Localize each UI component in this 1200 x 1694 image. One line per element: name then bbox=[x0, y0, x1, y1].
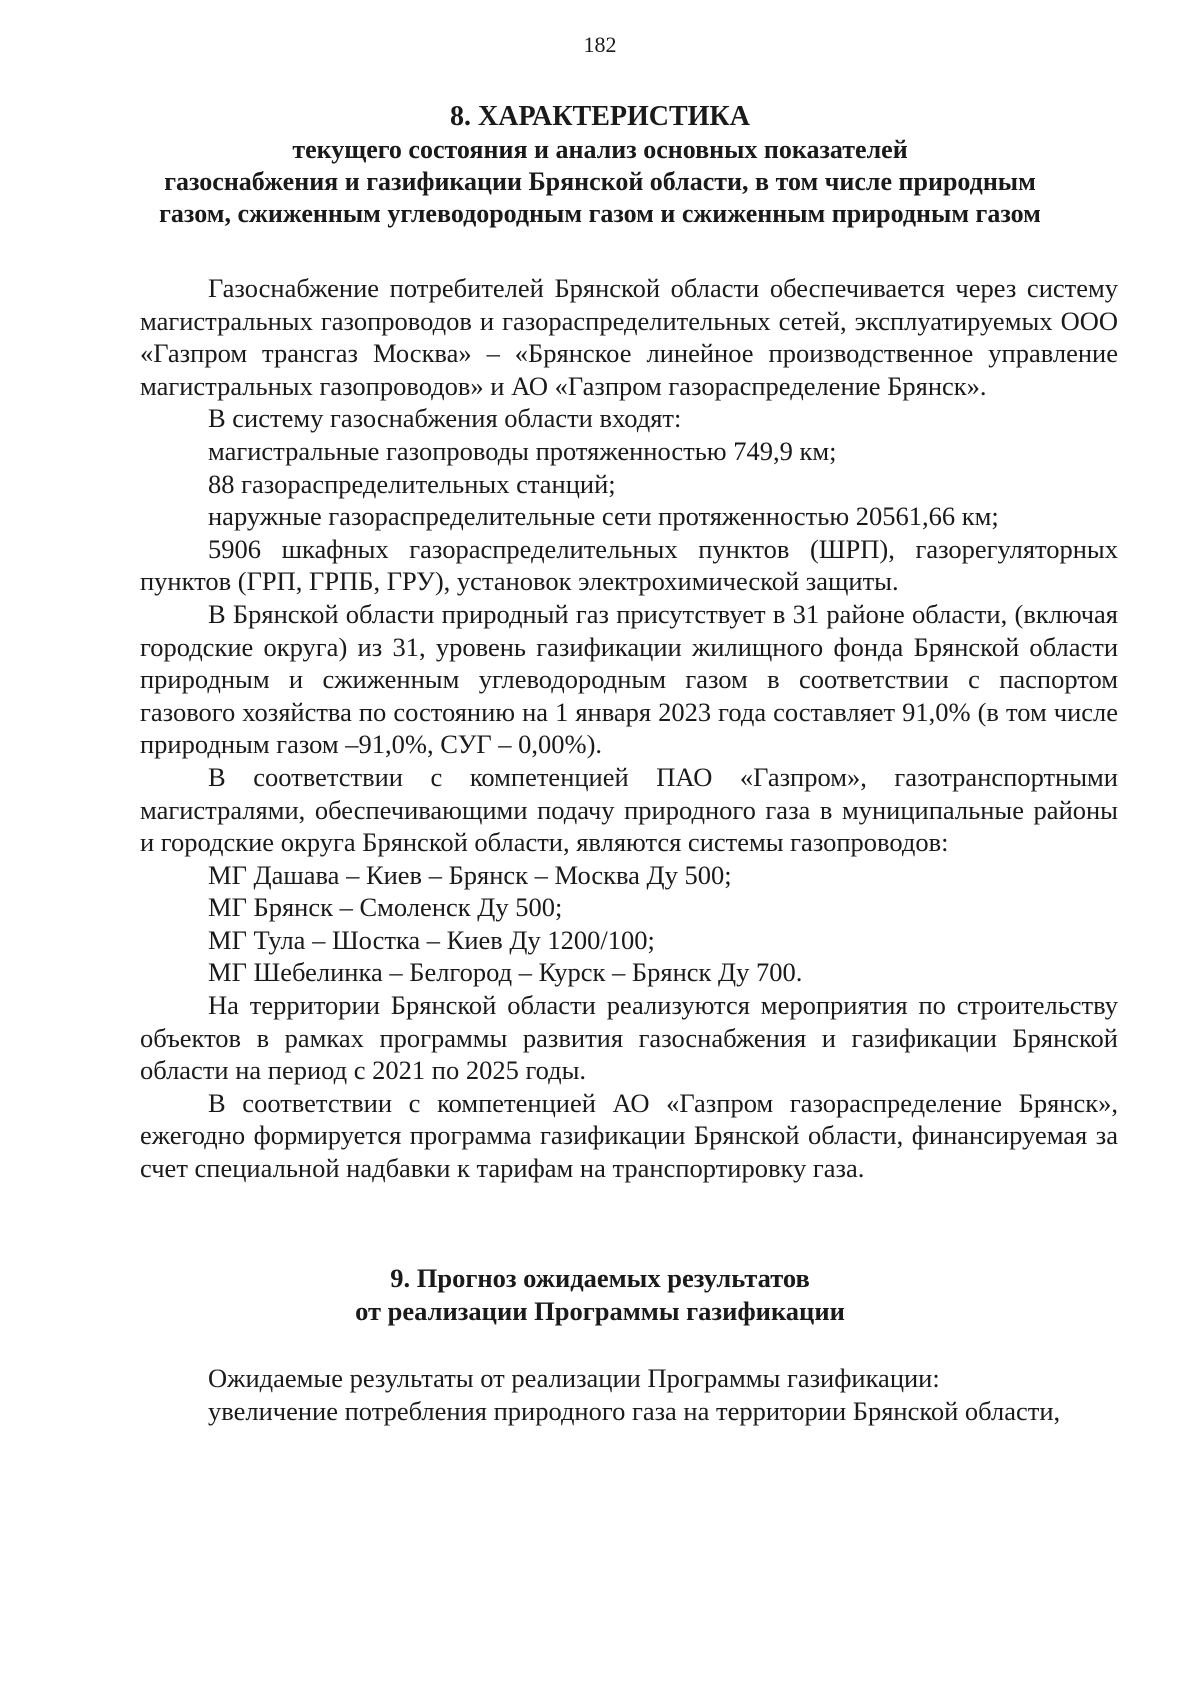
paragraph: В соответствии с компетенцией АО «Газпром газораспределение Брянск», ежегодно формируется программа газификации Брянской области, финансируемая за счет специальной надбавки к тарифам на транспортировку газа. bbox=[140, 1087, 1118, 1184]
list-item: наружные газораспределительные сети протяженностью 20561,66 км; bbox=[208, 501, 999, 532]
paragraph: На территории Брянской области реализуются мероприятия по строительству объектов в рамках программы развития газоснабжения и газификации Брянской области на период с 2021 по 2025 годы. bbox=[140, 990, 1118, 1086]
section-9-heading bbox=[120, 1262, 1080, 1328]
paragraph: увеличение потребления природного газа на территории Брянской области, bbox=[208, 1395, 1061, 1426]
page-number: 182 bbox=[583, 32, 617, 57]
section-8-subtitle-line: газоснабжения и газификации Брянской области, в том числе природным bbox=[164, 167, 1036, 196]
section-9-body bbox=[140, 1362, 1118, 1427]
paragraph: В Брянской области природный газ присутствует в 31 районе области, (включая городские округа) из 31, уровень газификации жилищного фонда Брянской области природным и сжиженным углеводородным газом в соответствии с паспортом газового хозяйства по состоянию на 1 января 2023 года составляет 91,0% (в том числе природным газом –91,0%, СУГ – 0,00%). bbox=[140, 598, 1118, 760]
section-8-title: 8. ХАРАКТЕРИСТИКА bbox=[450, 101, 750, 132]
list-item: МГ Тула – Шостка – Киев Ду 1200/100; bbox=[208, 924, 655, 955]
section-8-subtitle-line: газом, сжиженным углеводородным газом и сжиженным природным газом bbox=[159, 199, 1041, 228]
paragraph: Ожидаемые результаты от реализации Программы газификации: bbox=[208, 1363, 940, 1393]
section-8-body bbox=[140, 272, 1118, 1185]
list-item: 5906 шкафных газораспределительных пунктов (ШРП), газорегуляторных пунктов (ГРП, ГРПБ, ГРУ), установок электрохимической защиты. bbox=[140, 533, 1118, 597]
list-item: 88 газораспределительных станций; bbox=[208, 468, 616, 499]
section-8-heading bbox=[120, 100, 1080, 230]
section-8-subtitle-line: текущего состояния и анализ основных показателей bbox=[292, 135, 908, 164]
list-item: МГ Брянск – Смоленск Ду 500; bbox=[208, 892, 563, 923]
list-item: МГ Дашава – Киев – Брянск – Москва Ду 500; bbox=[208, 859, 732, 890]
section-9-title-line: от реализации Программы газификации bbox=[355, 1296, 845, 1326]
list-item: МГ Шебелинка – Белгород – Курск – Брянск Ду 700. bbox=[208, 957, 803, 988]
paragraph: Газоснабжение потребителей Брянской области обеспечивается через систему магистральных газопроводов и газораспределительных сетей, эксплуатируемых ООО «Газпром трансгаз Москва» – «Брянское линейное производственное управление магистральных газопроводов» и АО «Газпром газораспределение Брянск». bbox=[140, 273, 1118, 401]
list-item: магистральные газопроводы протяженностью 749,9 км; bbox=[208, 435, 837, 466]
paragraph: В систему газоснабжения области входят: bbox=[208, 403, 682, 434]
section-9-title-line: 9. Прогноз ожидаемых результатов bbox=[390, 1263, 810, 1293]
paragraph: В соответствии с компетенцией ПАО «Газпром», газотранспортными магистралями, обеспечивающими подачу природного газа в муниципальные районы и городские округа Брянской области, являются системы газопроводов: bbox=[140, 761, 1118, 858]
